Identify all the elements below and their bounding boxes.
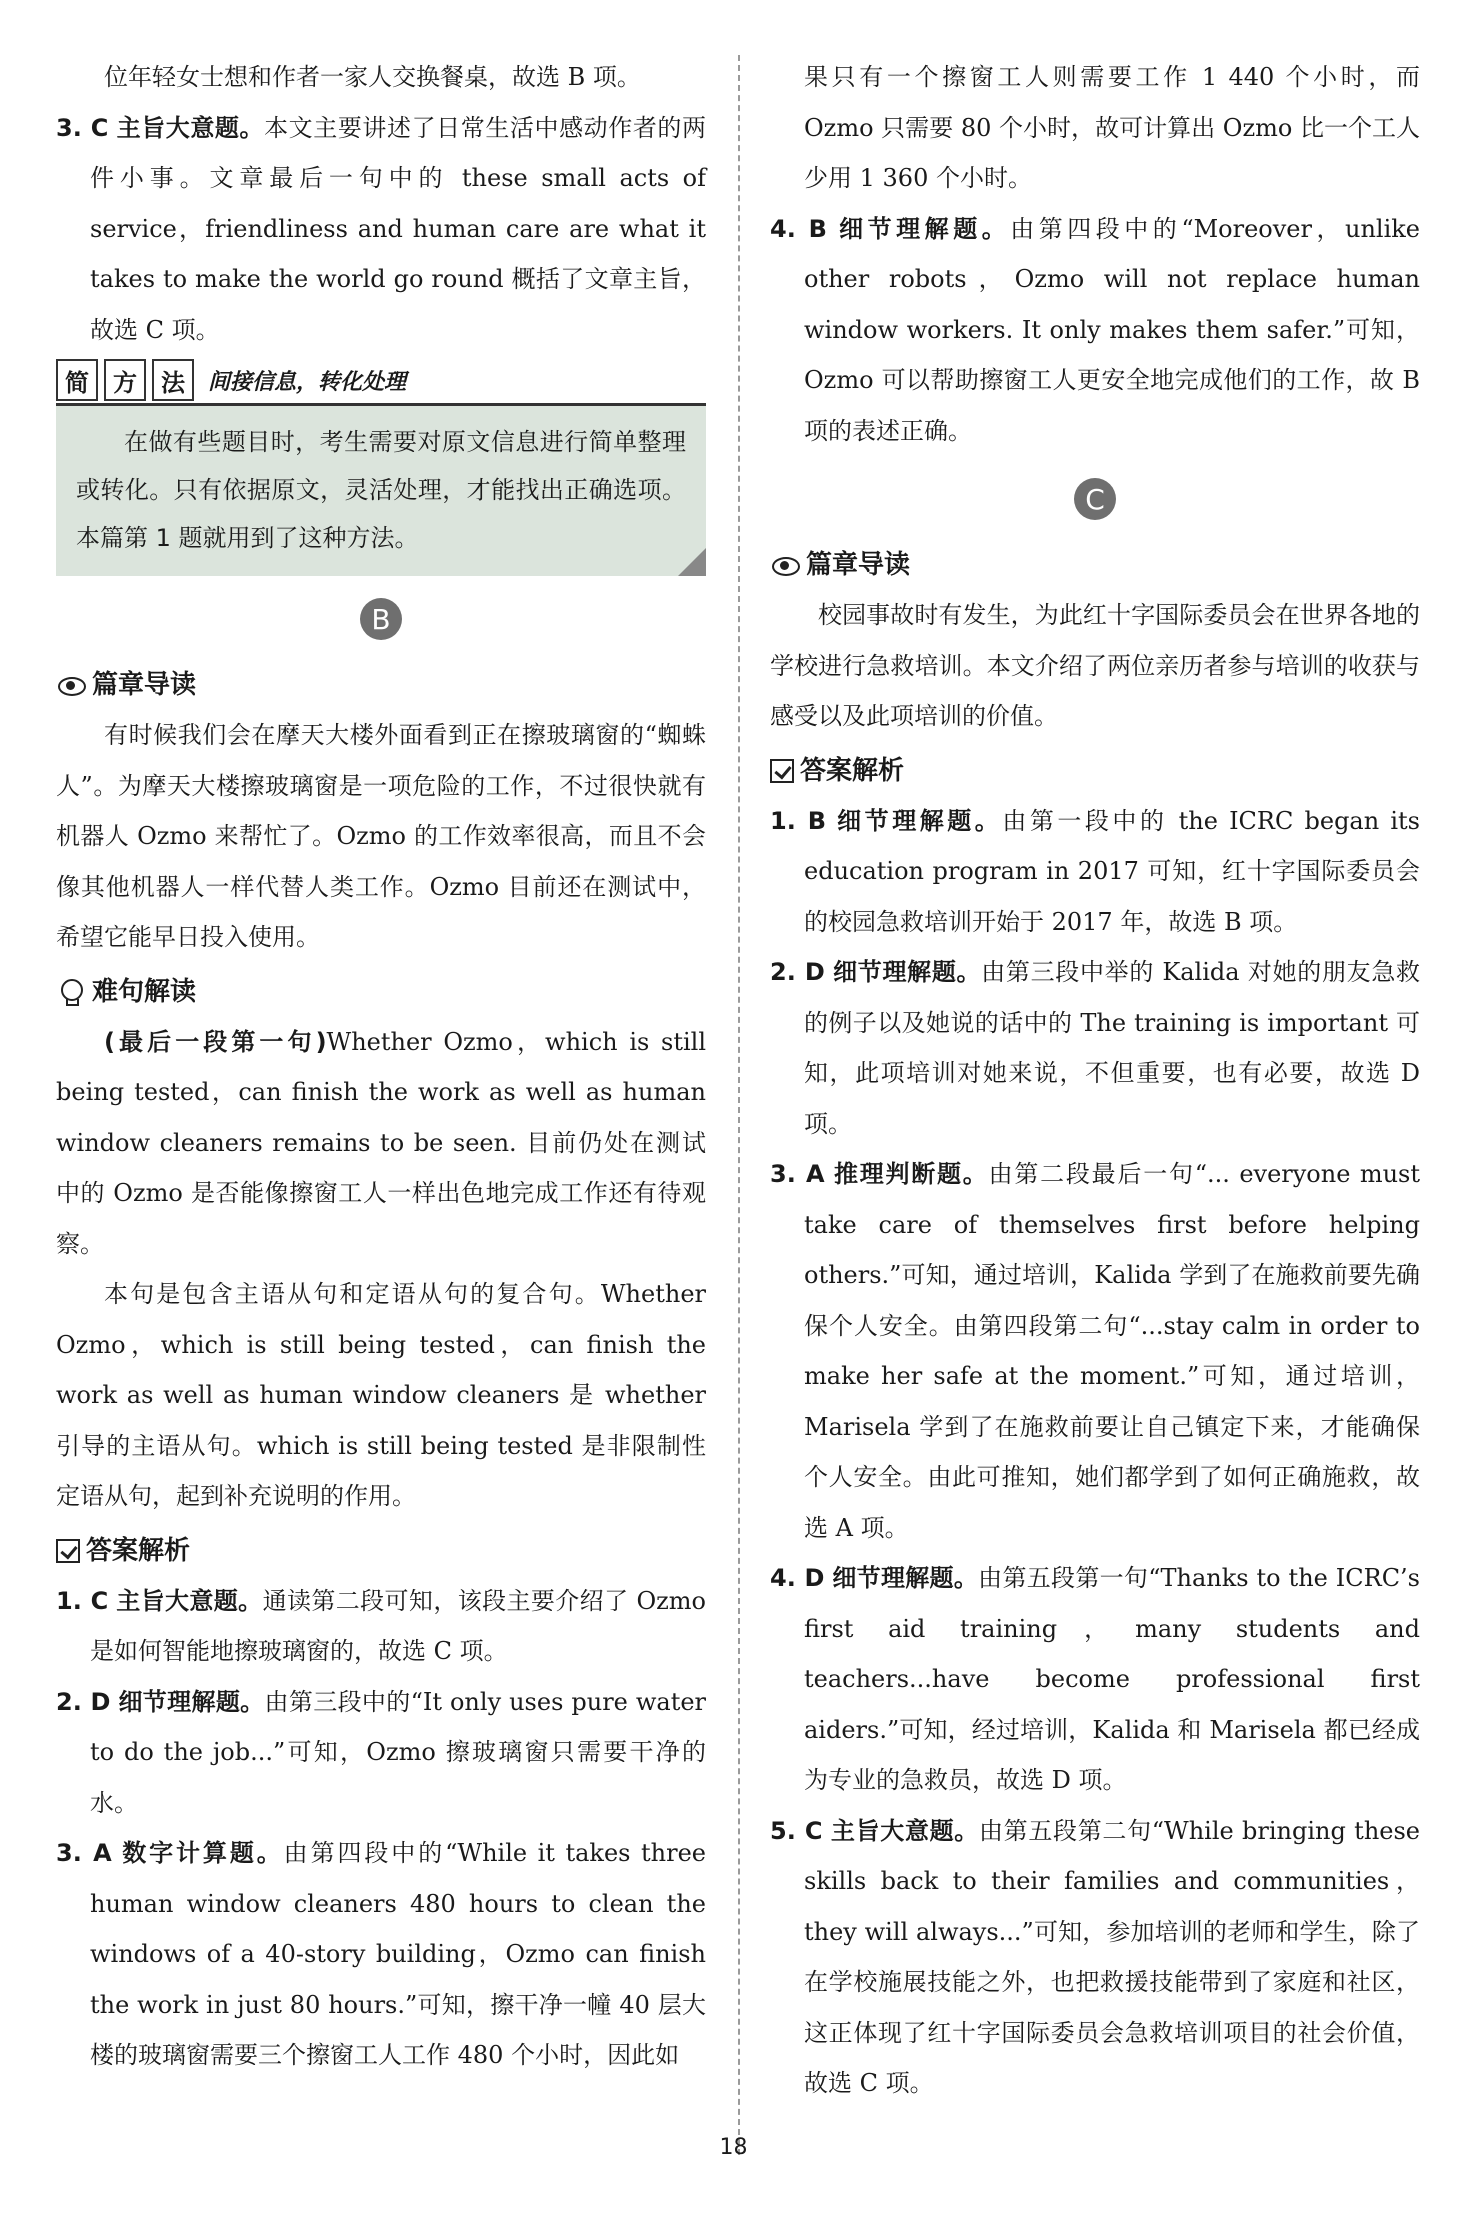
method-title: 间接信息，转化处理: [208, 369, 407, 395]
answer-type: 推理判断题。: [833, 1160, 989, 1188]
section-badge-c: C: [1074, 478, 1116, 520]
answer-type: 主旨大意题。: [830, 1816, 979, 1845]
answer-type: 主旨大意题。: [116, 113, 265, 142]
answer-item-2: [56, 1677, 706, 1829]
answer-number: 4. B: [770, 214, 827, 243]
answer-text: 由第三段中举的 Kalida 对她的朋友急救的例子以及她说的话中的 The training is important 可知，此项培训对她来说，不但重要，也有必要，故选 D 项。: [804, 958, 1420, 1138]
answer-number: 1. B: [770, 806, 826, 835]
answer-item-3: [56, 103, 706, 356]
method-char-2: 方: [104, 359, 146, 401]
guide-text: 校园事故时有发生，为此红十字国际委员会在世界各地的学校进行急救培训。本文介绍了两位亲历者参与培训的收获与感受以及此项培训的价值。: [770, 601, 1420, 730]
corner-fold-icon: [678, 548, 706, 576]
answer-number: 2. D: [770, 958, 825, 986]
answer-heading: [56, 1526, 706, 1576]
lightbulb-icon: [56, 977, 86, 1007]
answer-number: 5. C: [770, 1816, 823, 1845]
method-char-1: 简: [56, 359, 98, 401]
answer-item-1: [56, 1576, 706, 1677]
method-box: [56, 359, 706, 576]
answer-item-c2: [770, 947, 1420, 1149]
answer-text: 由第三段中的“It only uses pure water to do the job...”可知，Ozmo 擦玻璃窗只需要干净的水。: [90, 1687, 707, 1817]
answer-item-c5: [770, 1806, 1420, 2109]
answer-text: 通读第二段可知，该段主要介绍了 Ozmo 是如何智能地擦玻璃窗的，故选 C 项。: [90, 1586, 707, 1665]
continued-text: 果只有一个擦窗工人则需要工作 1 440 个小时，而 Ozmo 只需要 80 个小时，故可计算出 Ozmo 比一个工人少用 1 360 个小时。: [804, 63, 1420, 192]
checkbox-icon: [770, 759, 794, 783]
answer-text: 由第二段最后一句“... everyone must take care of themselves first before helping others.”可知，通过培训，Kalida 学到了在施救前要先确保个人安全。由第四段第二句“...stay calm in order to make her safe at the moment.”可知，通过培训，Marisela 学到了在施救前要让自己镇定下来，才能确保个人安全。由此可推知，她们都学到了如何正确施救，故选 A 项。: [804, 1160, 1420, 1542]
answer-type: 细节理解题。: [837, 806, 1003, 835]
answer-number: 4. D: [770, 1564, 825, 1592]
hard-sentence-text: [56, 1017, 706, 1270]
answer-title: 答案解析: [86, 1535, 191, 1566]
column-divider: [738, 55, 740, 2155]
answer-number: 3. A: [770, 1160, 825, 1188]
hard-sentence-title: 难句解读: [92, 976, 197, 1007]
hard-sentence-label: (最后一段第一句): [104, 1027, 327, 1056]
method-header: [56, 359, 706, 406]
hard-sentence-content: Whether Ozmo，which is still being tested，can finish the work as well as human window cleaners remains to be seen. 目前仍处在测试中的 Ozmo 是否能像擦窗工人一样出色地完成工作还有待观察。: [56, 1027, 706, 1258]
answer-text: 由第一段中的 the ICRC began its education program in 2017 可知，红十字国际委员会的校园急救培训开始于 2017 年，故选 B 项。: [804, 806, 1420, 936]
answer-number: 1. C: [56, 1586, 109, 1615]
answer-item-c3: [770, 1149, 1420, 1553]
hard-sentence-analysis: 本句是包含主语从句和定语从句的复合句。Whether Ozmo，which is still being tested，can finish the work as well as human window cleaners 是 whether 引导的主语从句。which is still being tested 是非限制性定语从句，起到补充说明的作用。: [56, 1280, 706, 1510]
answer-text: 由第五段第二句“While bringing these skills back to their families and communities，they will always...”可知，参加培训的老师和学生，除了在学校施展技能之外，也把救援技能带到了家庭和社区，这正体现了红十字国际委员会急救培训项目的社会价值，故选 C 项。: [804, 1816, 1421, 2097]
answer-title: 答案解析: [800, 755, 905, 786]
answer-number: 3. C: [56, 113, 109, 142]
answer-type: 细节理解题。: [118, 1687, 265, 1716]
answer-text: 由第四段中的“While it takes three human window cleaners 480 hours to clean the windows of a 40-story building，Ozmo can finish the work in just 80 hours.”可知，擦干净一幢 40 层大楼的玻璃窗需要三个擦窗工人工作 480 个小时，因此如: [90, 1839, 707, 2069]
answer-type: 细节理解题。: [833, 958, 982, 986]
answer-item-c4: [770, 1553, 1420, 1806]
page-number: 18: [719, 2135, 748, 2160]
answer-text: 由第五段第一句“Thanks to the ICRC’s first aid training，many students and teachers...have become professional first aiders.”可知，经过培训，Kalida 和 Marisela 都已经成为专业的急救员，故选 D 项。: [804, 1564, 1421, 1794]
eye-icon: [56, 670, 86, 700]
hard-sentence-heading: [56, 967, 706, 1017]
answer-item-3b: [56, 1828, 706, 2081]
intro-line: 位年轻女士想和作者一家人交换餐桌，故选 B 项。: [104, 63, 641, 91]
guide-text: 有时候我们会在摩天大楼外面看到正在擦玻璃窗的“蜘蛛人”。为摩天大楼擦玻璃窗是一项危险的工作，不过很快就有机器人 Ozmo 来帮忙了。Ozmo 的工作效率很高，而且不会像其他机器人一样代替人类工作。Ozmo 目前还在测试中，希望它能早日投入使用。: [56, 721, 706, 951]
section-badge-b: B: [360, 598, 402, 640]
guide-title: 篇章导读: [92, 670, 197, 700]
checkbox-icon: [56, 1539, 80, 1563]
method-text-content: 在做有些题目时，考生需要对原文信息进行简单整理或转化。只有依据原文，灵活处理，才能找出正确选项。本篇第 1 题就用到了这种方法。: [76, 428, 686, 552]
right-column: [770, 52, 1420, 2109]
method-text: [56, 406, 706, 576]
left-column: [56, 52, 706, 2081]
answer-number: 2. D: [56, 1687, 111, 1716]
answer-text: 由第四段中的“Moreover，unlike other robots，Ozmo will not replace human window workers. It only makes them safer.”可知，Ozmo 可以帮助擦窗工人更安全地完成他们的工作，故 B 项的表述正确。: [804, 214, 1421, 445]
guide-title: 篇章导读: [806, 550, 911, 580]
answer-type: 主旨大意题。: [116, 1586, 263, 1615]
eye-icon: [770, 550, 800, 580]
guide-heading: [56, 660, 706, 710]
method-char-3: 法: [152, 359, 194, 401]
answer-number: 3. A: [56, 1839, 112, 1867]
answer-item-4b: [770, 204, 1420, 457]
answer-heading: [770, 746, 1420, 796]
answer-type: 细节理解题。: [839, 214, 1011, 243]
guide-heading: [770, 540, 1420, 590]
answer-text: 本文主要讲述了日常生活中感动作者的两件小事。文章最后一句中的 these small acts of service，friendliness and human care are what it takes to make the world go round 概括了文章主旨，故选 C 项。: [90, 113, 706, 344]
answer-type: 数字计算题。: [122, 1839, 284, 1867]
answer-type: 细节理解题。: [832, 1564, 979, 1592]
answer-item-c1: [770, 796, 1420, 948]
